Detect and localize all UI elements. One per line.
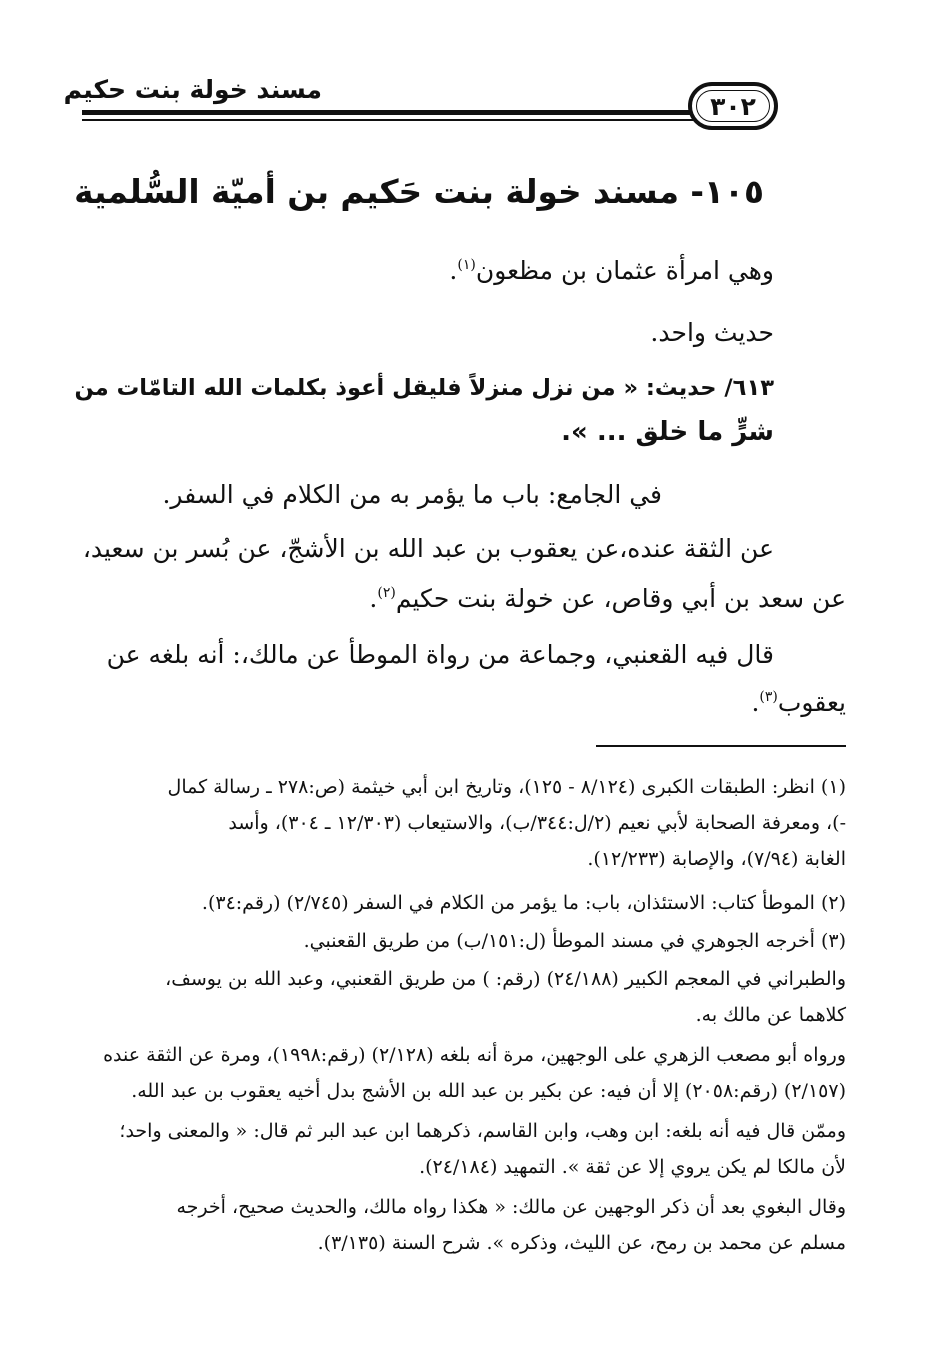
footnote-line: -)، ومعرفة الصحابة لأبي نعيم (٢/ل:٣٤٤/ب)، والاستيعاب (١٢/٣٠٣ ـ ٣٠٤)، وأسد (228, 812, 846, 834)
running-title: مسند خولة بنت حكيم (63, 75, 322, 104)
footnote-line: كلاهما عن مالك به. (695, 1004, 846, 1026)
hadith-line-1: ٦١٣/ حديث: « من نزل منزلاً فليقل أعوذ بكلمات الله التامّات من (74, 375, 774, 401)
chain-line-1: عن الثقة عنده،عن يعقوب بن عبد الله بن الأشجّ، عن بُسر بن سعيد، (82, 534, 774, 563)
intro-text: وهي امرأة عثمان بن مظعون (475, 256, 774, 285)
footnote-line: وقال البغوي بعد أن ذكر الوجهين عن مالك: « هكذا رواه مالك، والحديث صحيح، أخرجه (176, 1196, 846, 1218)
note-end: . (751, 688, 760, 717)
note-line-1: قال فيه القعنبي، وجماعة من رواة الموطأ عن مالك،: أنه بلغه عن (106, 640, 774, 669)
footnote-ref-3: (٣) (759, 689, 778, 705)
note-line-2 (751, 686, 846, 720)
footnote-line: وممّن قال فيه أنه بلغه: ابن وهب، وابن القاسم، ذكرهما ابن عبد البر ثم قال: « والمعنى واحد؛ (119, 1120, 846, 1142)
footnote-line: (٢/١٥٧) (رقم:٢٠٥٨) إلا أن فيه: عن بكير بن عبد الله بن الأشج بدل أخيه يعقوب بن عبد الله. (131, 1080, 846, 1102)
chapter-title: ١٠٥- مسند خولة بنت حَكيم بن أميّة السُّلمية (74, 173, 764, 211)
page-number: ٣٠٢ (710, 91, 756, 121)
footnote-line: (١) انظر: الطبقات الكبرى (٨/١٢٤ - ١٢٥)، وتاريخ ابن أبي خيثمة (ص:٢٧٨ ـ رسالة كمال (167, 776, 846, 798)
footnote-line: (٣) أخرجه الجوهري في مسند الموطأ (ل:١٥١/ب) من طريق القعنبي. (303, 930, 846, 952)
header-rule-thick (82, 110, 768, 115)
chain-end: . (369, 584, 378, 613)
hadith-count: حديث واحد. (650, 318, 774, 347)
intro-line (449, 254, 774, 288)
intro-end: . (449, 256, 458, 285)
footnote-separator (596, 745, 846, 747)
chain-text: عن سعد بن أبي وقاص، عن خولة بنت حكيم (395, 584, 846, 613)
footnote-ref-1: (١) (457, 257, 476, 273)
footnote-ref-2: (٢) (377, 585, 396, 601)
chain-line-2 (369, 582, 846, 616)
source-line: في الجامع: باب ما يؤمر به من الكلام في السفر. (162, 480, 662, 509)
footnote-line: ورواه أبو مصعب الزهري على الوجهين، مرة أنه بلغه (٢/١٢٨) (رقم:١٩٩٨)، ومرة عن الثقة عنده (103, 1044, 846, 1066)
footnote-line: (٢) الموطأ كتاب: الاستئذان، باب: ما يؤمر من الكلام في السفر (٢/٧٤٥) (رقم:٣٤). (201, 892, 846, 914)
footnote-line: مسلم عن محمد بن رمح، عن الليث، وذكره ». شرح السنة (٣/١٣٥). (317, 1232, 846, 1254)
hadith-line-2: شرٍّ ما خلق ... ». (561, 417, 774, 447)
header-rule-thin (82, 119, 768, 121)
note-text: يعقوب (777, 688, 846, 717)
footnote-line: لأن مالكا لم يكن يروي إلا عن ثقة ». التمهيد (٢٤/١٨٤). (419, 1156, 846, 1178)
footnote-line: الغابة (٧/٩٤)، والإصابة (١٢/٢٣٣). (587, 848, 846, 870)
footnote-line: والطبراني في المعجم الكبير (٢٤/١٨٨) (رقم: ) من طريق القعنبي، وعبد الله بن يوسف، (165, 968, 846, 990)
page-number-badge (688, 82, 778, 130)
